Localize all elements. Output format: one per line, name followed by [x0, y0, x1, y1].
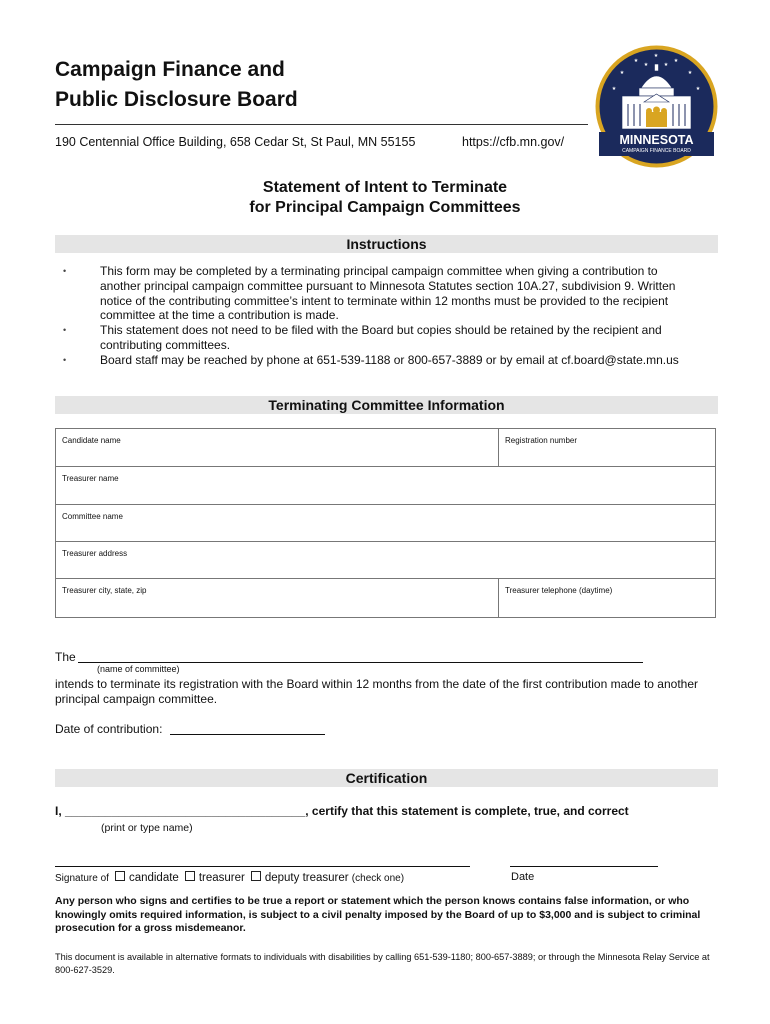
date-label: Date [511, 871, 535, 883]
svg-text:★: ★ [643, 62, 649, 68]
minnesota-cfb-seal [594, 44, 719, 169]
svg-text:★: ★ [611, 86, 617, 92]
committee-info-heading: Terminating Committee Information [55, 396, 718, 414]
bullet-icon: • [63, 354, 67, 365]
date-line[interactable] [510, 866, 658, 867]
board-title [55, 55, 395, 115]
treasurer-city-field[interactable] [56, 579, 499, 618]
the-label: The [55, 650, 76, 664]
deputy-treasurer-option-label: deputy treasurer [264, 872, 349, 884]
candidate-name-field[interactable] [56, 429, 499, 467]
signature-role-row [55, 871, 404, 884]
instruction-item [55, 264, 695, 323]
svg-text:★: ★ [687, 70, 693, 76]
treasurer-address-field[interactable] [56, 542, 716, 579]
treasurer-name-field[interactable] [56, 467, 716, 505]
date-of-contribution-label: Date of contribution: [55, 722, 163, 736]
treasurer-city-label: Treasurer city, state, zip [62, 586, 147, 595]
check-one-note: (check one) [351, 873, 405, 884]
svg-text:★: ★ [663, 62, 669, 68]
registration-number-label: Registration number [505, 436, 578, 445]
treasurer-address-label: Treasurer address [62, 549, 128, 558]
committee-name-line[interactable] [78, 662, 643, 663]
form-title [0, 178, 770, 218]
bullet-icon: • [63, 325, 67, 336]
seal-subtitle: CAMPAIGN FINANCE BOARD [622, 148, 691, 154]
date-of-contribution-line[interactable] [170, 734, 325, 735]
intent-text: intends to terminate its registration with the Board within 12 months from the date of the first contribution made to another principal campaign committee. [55, 677, 699, 706]
committee-name-caption: (name of committee) [97, 664, 180, 674]
certify-statement: I, ____________________________________, certify that this statement is complete, true, and correct [55, 804, 629, 818]
svg-text:★: ★ [695, 86, 701, 92]
committee-name-field[interactable] [56, 505, 716, 542]
svg-text:★: ★ [673, 58, 679, 64]
instructions-list [55, 264, 695, 368]
svg-text:★: ★ [653, 53, 659, 59]
board-title-line1: Campaign Finance and [55, 58, 285, 81]
instruction-text: Board staff may be reached by phone at 651-539-1188 or 800-657-3889 or by email at cf.board@state.mn.us [100, 352, 679, 367]
deputy-treasurer-checkbox[interactable] [251, 871, 261, 881]
instruction-item [55, 353, 695, 368]
treasurer-name-label: Treasurer name [62, 474, 119, 483]
signature-line[interactable] [55, 866, 470, 867]
svg-text:★: ★ [619, 70, 625, 76]
instruction-text: This statement does not need to be filed with the Board but copies should be retained by the recipient and contributing committees. [100, 323, 662, 352]
treasurer-telephone-field[interactable] [499, 579, 716, 618]
seal-name: MINNESOTA [619, 133, 694, 147]
instruction-text: This form may be completed by a terminating principal campaign committee when giving a contribution to another principal campaign committee pursuant to Minnesota Statutes section 10A.27, subdivision 9. Written notice of the contributing committee’s intent to terminate within 12 months must be provided to the recipient committee at the time a contribution is made. [100, 264, 676, 323]
candidate-name-label: Candidate name [62, 436, 121, 445]
committee-name-label: Committee name [62, 512, 123, 521]
board-address: 190 Centennial Office Building, 658 Cedar St, St Paul, MN 55155 [55, 135, 416, 149]
signature-of-label: Signature of [55, 873, 109, 884]
svg-text:★: ★ [633, 58, 639, 64]
header-divider [55, 124, 588, 125]
certification-heading: Certification [55, 769, 718, 787]
board-url[interactable]: https://cfb.mn.gov/ [462, 135, 565, 149]
instruction-item [55, 323, 695, 353]
form-title-line2: for Principal Campaign Committees [249, 199, 521, 216]
committee-info-table [55, 428, 716, 618]
treasurer-option-label: treasurer [198, 872, 245, 884]
form-title-line1: Statement of Intent to Terminate [262, 179, 508, 196]
treasurer-checkbox[interactable] [185, 871, 195, 881]
candidate-checkbox[interactable] [115, 871, 125, 881]
instructions-heading: Instructions [55, 235, 718, 253]
penalty-warning: Any person who signs and certifies to be true a report or statement which the person knows contains false information, or who knowingly omits required information, is subject to a civil penalty imposed by the Board of up to $3,000 and is subject to criminal prosecution for a gross misdemeanor. [55, 895, 701, 934]
board-title-line2: Public Disclosure Board [55, 88, 298, 111]
treasurer-telephone-label: Treasurer telephone (daytime) [505, 586, 613, 595]
candidate-option-label: candidate [128, 872, 179, 884]
registration-number-field[interactable] [499, 429, 716, 467]
print-name-caption: (print or type name) [101, 822, 193, 834]
accessibility-note: This document is available in alternative formats to individuals with disabilities by calling 651-539-1180; 800-657-3889; or through the Minnesota Relay Service at 800-627-3529. [55, 952, 710, 975]
bullet-icon: • [63, 266, 67, 276]
